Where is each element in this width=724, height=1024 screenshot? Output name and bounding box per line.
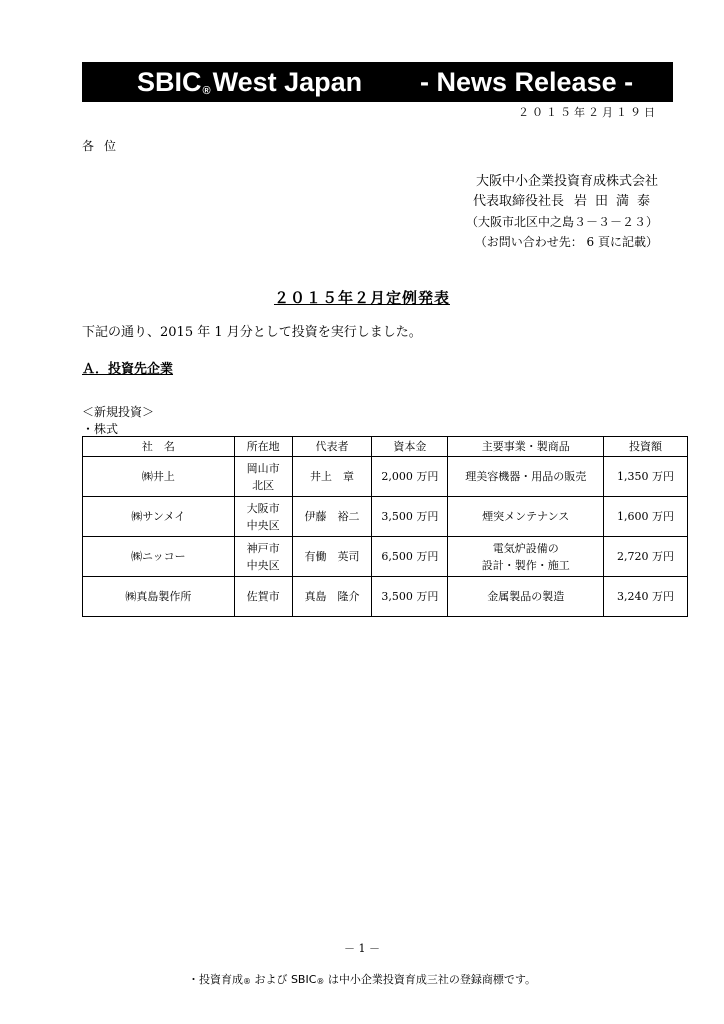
- header-investment: 投資額: [604, 437, 688, 457]
- registered-mark: ®: [316, 977, 325, 986]
- cell-capital: 6,500 万円: [372, 537, 448, 577]
- investment-table: [82, 436, 688, 617]
- cell-location: 大阪市 中央区: [234, 497, 292, 537]
- registered-mark: ®: [202, 85, 211, 97]
- addressee: 各位: [82, 139, 127, 153]
- cell-representative: 有働 英司: [292, 537, 372, 577]
- cell-business: 電気炉設備の 設計・製作・施工: [448, 537, 604, 577]
- cell-location: 岡山市 北区: [234, 457, 292, 497]
- header-location: 所在地: [234, 437, 292, 457]
- section-heading: Ａ．投資先企業: [82, 362, 174, 377]
- page-title: ２０１５年２月定例発表: [273, 289, 450, 307]
- cell-company: ㈱サンメイ: [83, 497, 235, 537]
- table-row: [83, 537, 688, 577]
- header-capital: 資本金: [372, 437, 448, 457]
- cell-representative: 井上 章: [292, 457, 372, 497]
- trademark-footnote: ・投資育成® および SBIC® は中小企業投資育成三社の登録商標です。: [187, 973, 537, 986]
- banner-brand: SBIC®West Japan: [137, 67, 363, 97]
- cell-investment: 1,600 万円: [604, 497, 688, 537]
- banner-subtitle: - News Release -: [420, 67, 634, 97]
- cell-business: 理美容機器・用品の販売: [448, 457, 604, 497]
- cell-company: ㈱真島製作所: [83, 577, 235, 617]
- sender-address: （大阪市北区中之島３－３－２３）: [465, 215, 658, 229]
- cell-capital: 3,500 万円: [372, 497, 448, 537]
- cell-company: ㈱井上: [83, 457, 235, 497]
- table-row: [83, 497, 688, 537]
- cell-capital: 3,500 万円: [372, 577, 448, 617]
- table-row: [83, 577, 688, 617]
- cell-investment: 3,240 万円: [604, 577, 688, 617]
- cell-company: ㈱ニッコー: [83, 537, 235, 577]
- category-label: ・株式: [82, 422, 119, 436]
- sender-contact: （お問い合わせ先： 6 頁に記載）: [474, 235, 658, 249]
- cell-investment: 1,350 万円: [604, 457, 688, 497]
- cell-business: 金属製品の製造: [448, 577, 604, 617]
- cell-representative: 真島 隆介: [292, 577, 372, 617]
- subsection-label: ＜新規投資＞: [82, 405, 155, 419]
- cell-capital: 2,000 万円: [372, 457, 448, 497]
- page-number: － 1 －: [344, 942, 380, 955]
- sender-name: 岩田満泰: [573, 194, 658, 209]
- table-header-row: [83, 437, 688, 457]
- cell-location: 佐賀市: [234, 577, 292, 617]
- sender-title: 代表取締役社長: [472, 194, 564, 209]
- cell-business: 煙突メンテナンス: [448, 497, 604, 537]
- cell-investment: 2,720 万円: [604, 537, 688, 577]
- header-representative: 代表者: [292, 437, 372, 457]
- table-row: [83, 457, 688, 497]
- registered-mark: ®: [242, 977, 251, 986]
- sender-representative: [466, 192, 658, 212]
- header-business: 主要事業・製商品: [448, 437, 604, 457]
- cell-representative: 伊藤 裕二: [292, 497, 372, 537]
- sender-company: 大阪中小企業投資育成株式会社: [475, 174, 658, 189]
- header-company: 社 名: [83, 437, 235, 457]
- sender-block: [466, 172, 658, 252]
- intro-text: 下記の通り、2015 年 1 月分として投資を実行しました。: [82, 325, 422, 340]
- release-date: ２０１５年２月１９日: [518, 106, 658, 119]
- cell-location: 神戸市 中央区: [234, 537, 292, 577]
- news-release-banner: [82, 62, 673, 102]
